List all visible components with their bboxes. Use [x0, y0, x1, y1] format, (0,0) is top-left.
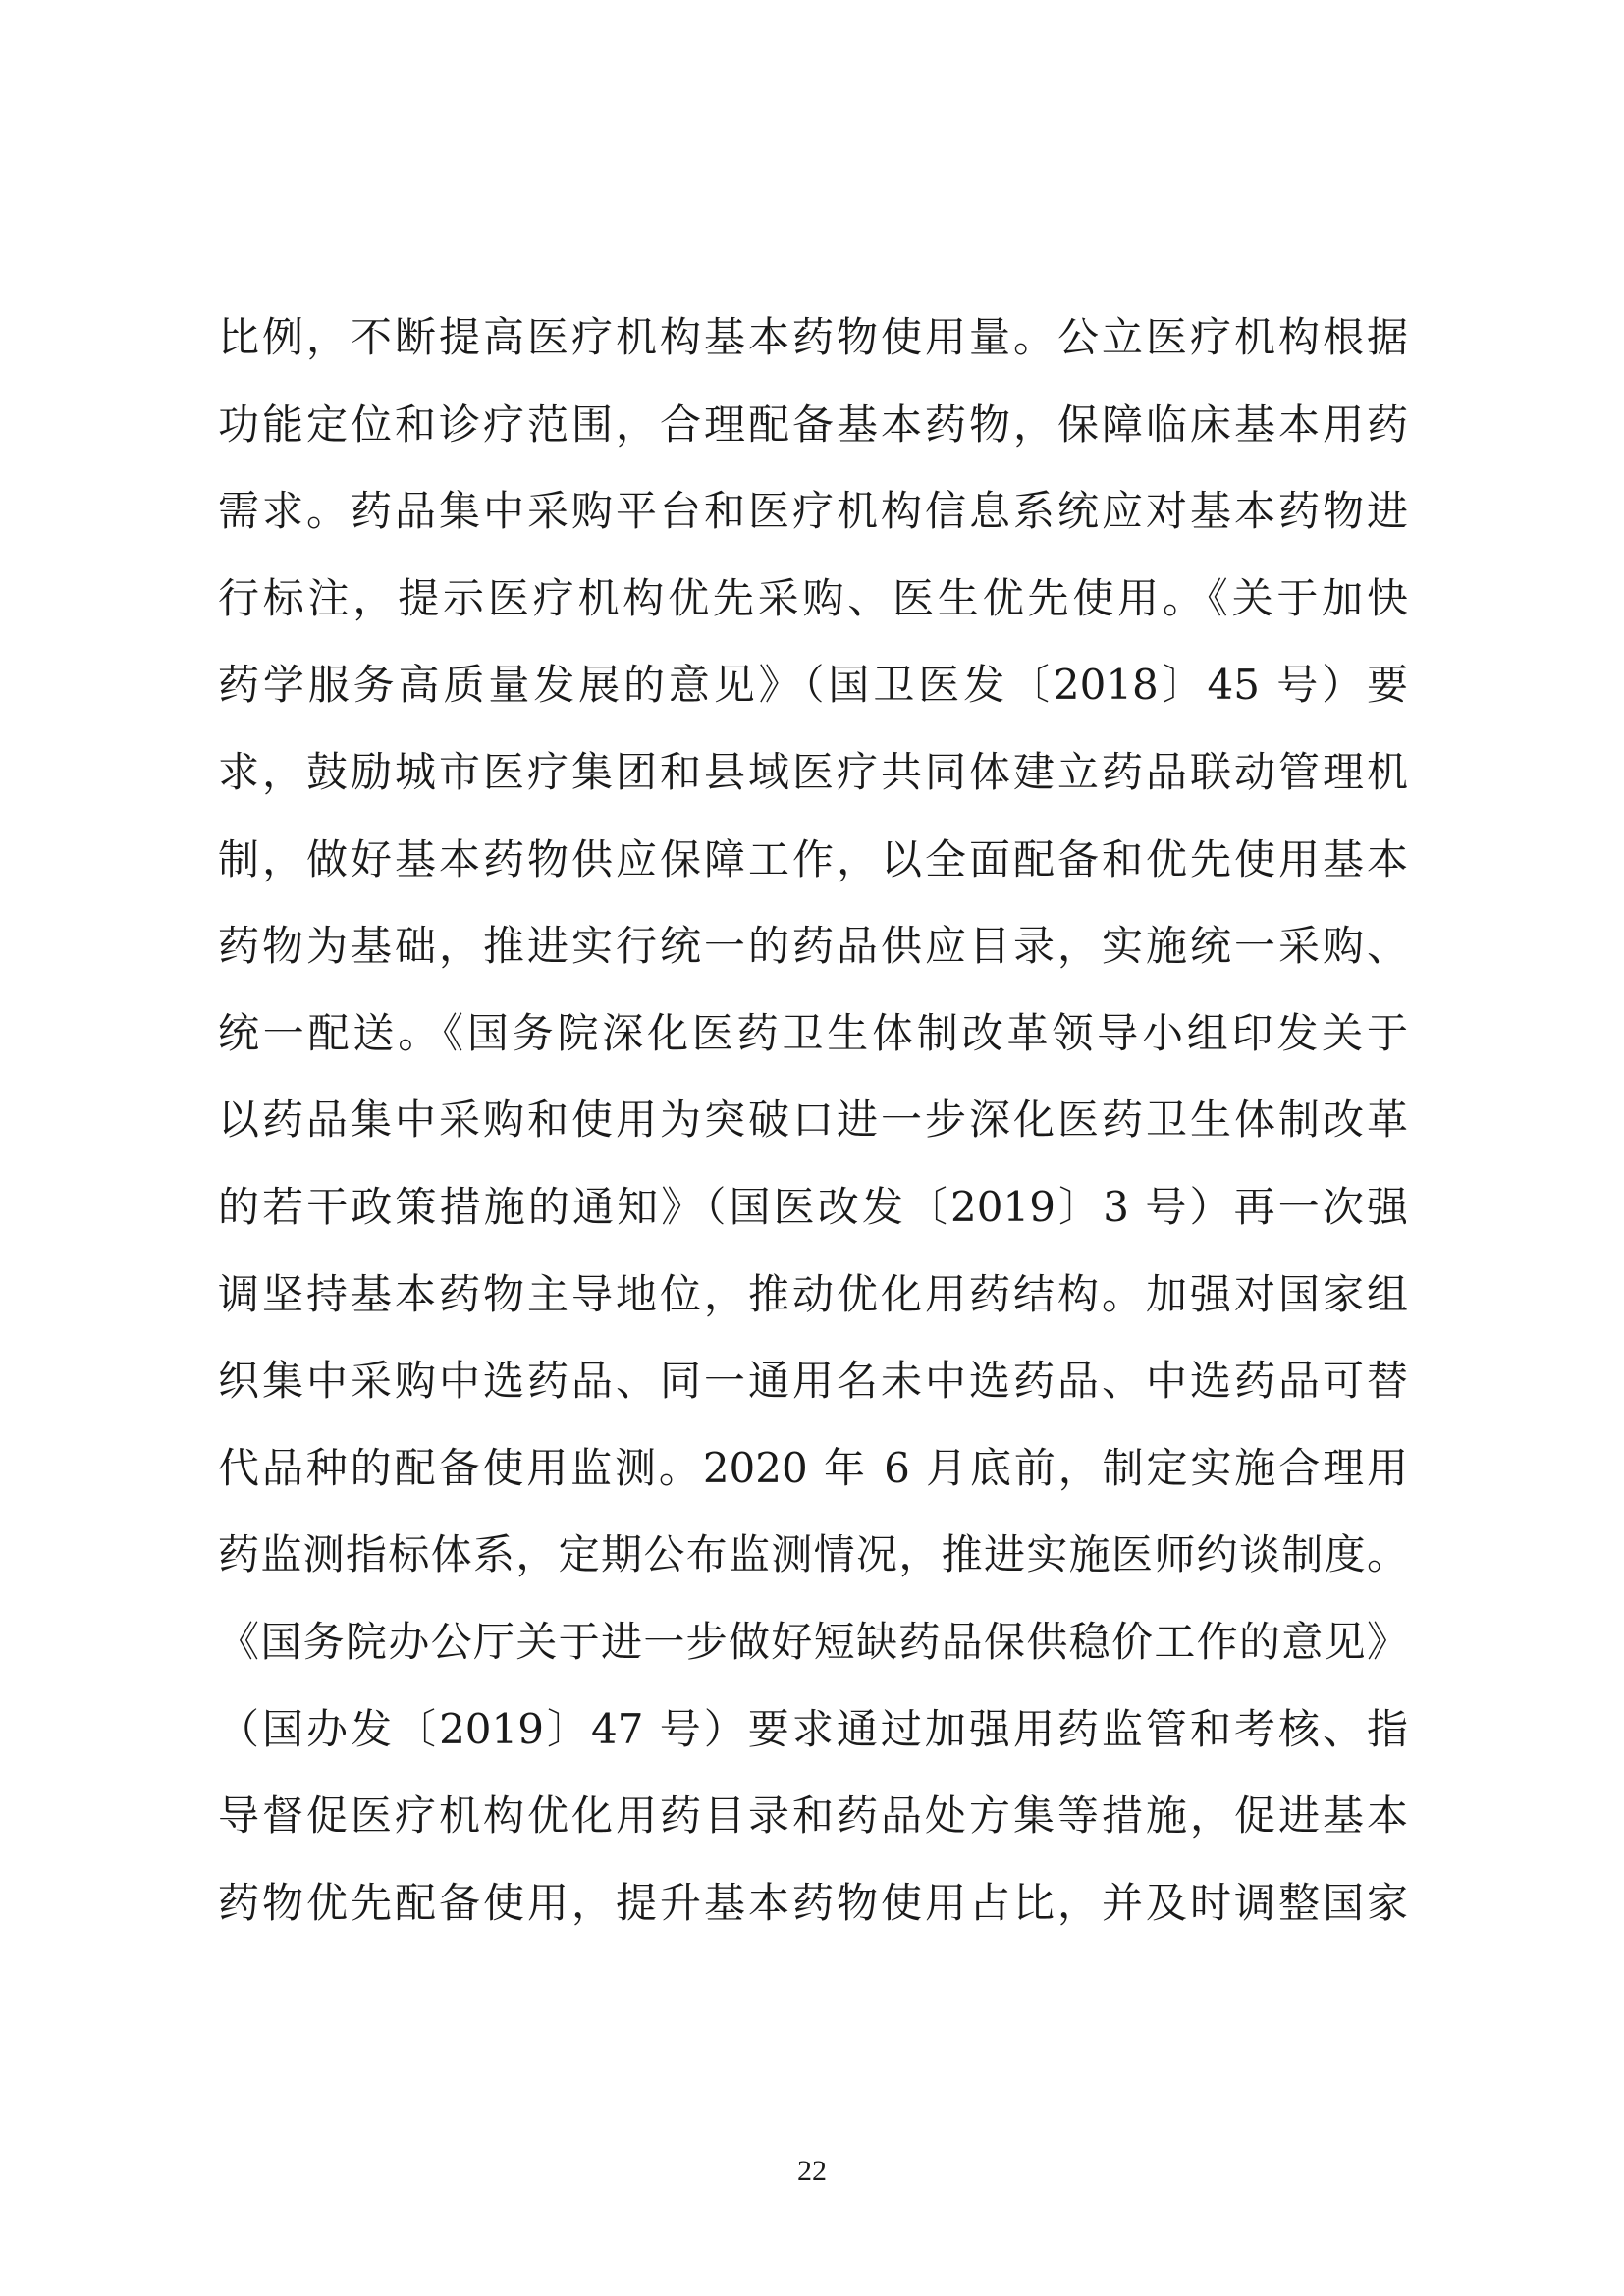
text-line-8: 药物为基础，推进实行统一的药品供应目录，实施统一采购、: [218, 922, 1408, 971]
text-line-16: 《国务院办公厅关于进一步做好短缺药品保供稳价工作的意见》: [218, 1617, 1408, 1666]
text-line-11: 的若干政策措施的通知》（国医改发〔2019〕3 号）再一次强: [218, 1182, 1408, 1231]
text-line-7: 制，做好基本药物供应保障工作，以全面配备和优先使用基本: [218, 834, 1408, 883]
text-line-2: 功能定位和诊疗范围，合理配备基本药物，保障临床基本用药: [218, 400, 1408, 449]
text-line-18: 导督促医疗机构优化用药目录和药品处方集等措施，促进基本: [218, 1791, 1408, 1841]
body-text: [218, 294, 1408, 1947]
text-line-13: 织集中采购中选药品、同一通用名未中选药品、中选药品可替: [218, 1357, 1408, 1406]
text-line-15: 药监测指标体系，定期公布监测情况，推进实施医师约谈制度。: [218, 1530, 1408, 1579]
text-line-4: 行标注，提示医疗机构优先采购、医生优先使用。《关于加快: [218, 573, 1408, 622]
text-line-19: 药物优先配备使用，提升基本药物使用占比，并及时调整国家: [218, 1878, 1408, 1927]
page-number: 22: [797, 2155, 827, 2187]
text-line-6: 求，鼓励城市医疗集团和县域医疗共同体建立药品联动管理机: [218, 747, 1408, 796]
text-line-3: 需求。药品集中采购平台和医疗机构信息系统应对基本药物进: [218, 487, 1408, 536]
text-line-17: （国办发〔2019〕47 号）要求通过加强用药监管和考核、指: [218, 1704, 1408, 1753]
text-line-12: 调坚持基本药物主导地位，推动优化用药结构。加强对国家组: [218, 1269, 1408, 1318]
text-line-5: 药学服务高质量发展的意见》（国卫医发〔2018〕45 号）要: [218, 661, 1408, 710]
text-line-14: 代品种的配备使用监测。2020 年 6 月底前，制定实施合理用: [218, 1443, 1408, 1492]
text-line-1: 比例，不断提高医疗机构基本药物使用量。公立医疗机构根据: [218, 313, 1408, 361]
text-line-10: 以药品集中采购和使用为突破口进一步深化医药卫生体制改革: [218, 1095, 1408, 1145]
text-line-9: 统一配送。《国务院深化医药卫生体制改革领导小组印发关于: [218, 1008, 1408, 1057]
